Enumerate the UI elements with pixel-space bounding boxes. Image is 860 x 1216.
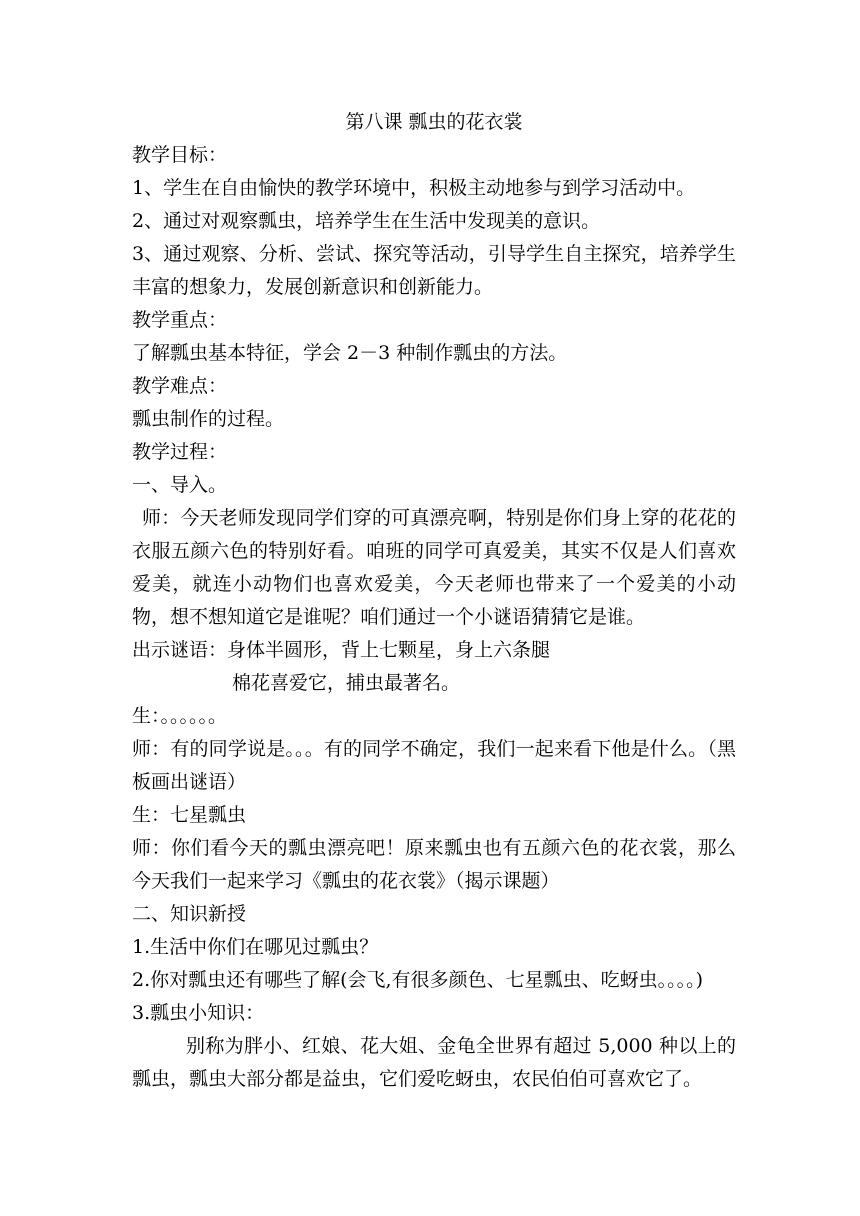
objective-3: 3、通过观察、分析、尝试、探究等活动，引导学生自主探究，培养学生丰富的想象力，发展创新意识和创新能力。: [132, 243, 736, 298]
riddle-line-1: 出示谜语：身体半圆形，背上七颗星，身上六条腿: [132, 639, 551, 661]
lesson-title: 第八课 瓢虫的花衣裳: [345, 111, 523, 133]
riddle-line-2: 棉花喜爱它，捕虫最著名。: [232, 672, 461, 694]
document-body: [132, 106, 736, 1096]
objectives-heading: 教学目标：: [132, 144, 228, 166]
part2-heading: 二、知识新授: [132, 903, 247, 925]
key-points-heading: 教学重点：: [132, 309, 228, 331]
teacher-intro-paragraph: 师：今天老师发现同学们穿的可真漂亮啊，特别是你们身上穿的花花的衣服五颜六色的特别好看。咱班的同学可真爱美，其实不仅是人们喜欢爱美，就连小动物们也喜欢爱美，今天老师也带来了一个爱美的小动物，想不想知道它是谁呢？咱们通过一个小谜语猜猜它是谁。: [132, 507, 736, 628]
student-response-1: 生：。。。。。。: [132, 705, 228, 727]
knowledge-paragraph: 别称为胖小、红娘、花大姐、金龟全世界有超过 5,000 种以上的瓢虫，瓢虫大部分都是益虫，它们爱吃蚜虫，农民伯伯可喜欢它了。: [132, 1035, 736, 1090]
difficulties-heading: 教学难点：: [132, 375, 228, 397]
question-3: 3.瓢虫小知识：: [132, 1002, 265, 1024]
difficulties-text: 瓢虫制作的过程。: [132, 408, 285, 430]
process-heading: 教学过程：: [132, 441, 228, 463]
part1-heading: 一、导入。: [132, 474, 228, 496]
teacher-response-3: 师：你们看今天的瓢虫漂亮吧！原来瓢虫也有五颜六色的花衣裳，那么今天我们一起来学习《瓢虫的花衣裳》（揭示课题）: [132, 837, 736, 892]
objective-2: 2、通过对观察瓢虫，培养学生在生活中发现美的意识。: [132, 210, 601, 232]
question-1: 1.生活中你们在哪见过瓢虫？: [132, 936, 379, 958]
objective-1: 1、学生在自由愉快的教学环境中，积极主动地参与到学习活动中。: [132, 177, 696, 199]
key-points-text: 了解瓢虫基本特征，学会 2－3 种制作瓢虫的方法。: [132, 342, 568, 364]
teacher-response-2: 师：有的同学说是。。。有的同学不确定，我们一起来看下他是什么。（黑板画出谜语）: [132, 738, 736, 793]
student-response-2: 生：七星瓢虫: [132, 804, 247, 826]
question-2: 2.你对瓢虫还有哪些了解(会飞,有很多颜色、七星瓢虫、吃蚜虫。。。。): [132, 969, 703, 991]
